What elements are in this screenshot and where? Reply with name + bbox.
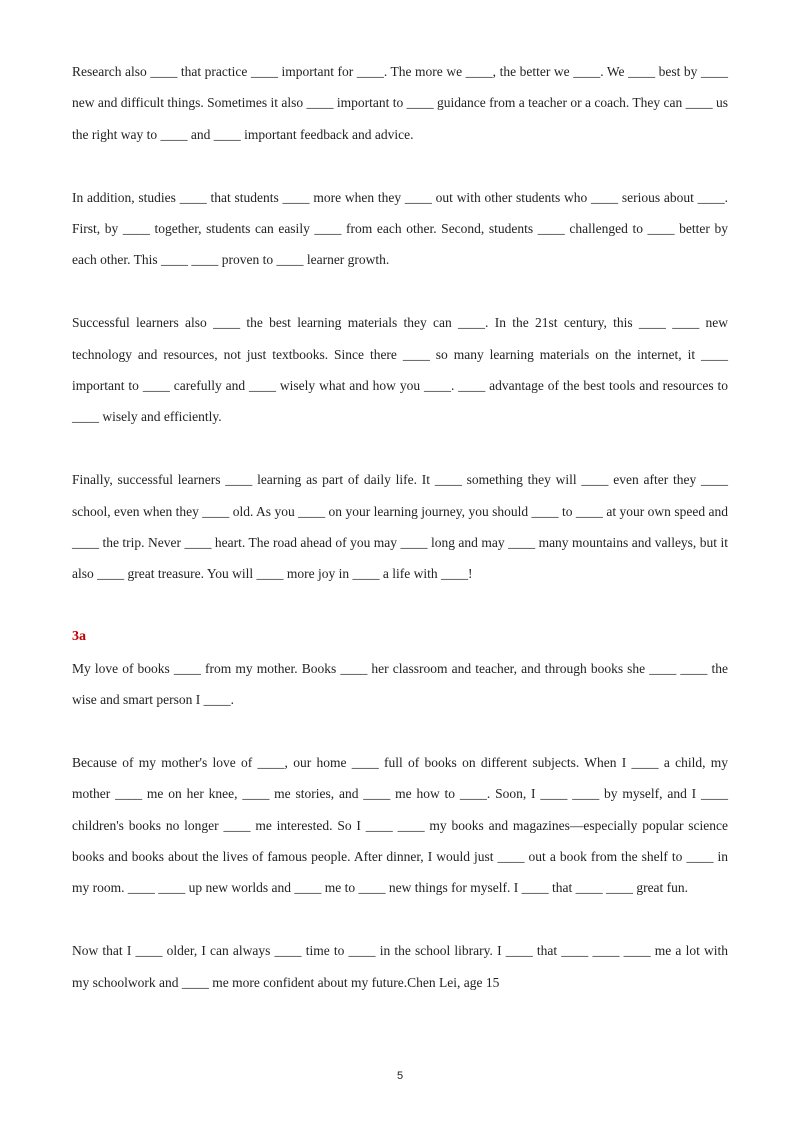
paragraph-finally: Finally, successful learners ____ learning as part of daily life. It ____ something they will ____ even after they ____ school, even when they ____ old. As you ____ on your learning journey, you should ____ to ____ at your own speed and ____ the trip. Never ____ heart. The road ahead of you may ____ long and may ____ many mountains and valleys, but it also ____ great treasure. You will ____ more joy in ____ a life with ____! xyxy=(72,472,728,582)
paragraph-studies: In addition, studies ____ that students ____ more when they ____ out with other students who ____ serious about ____. First, by ____ together, students can easily ____ from each other. Second, students ____ challenged to ____ better by each other. This ____ ____ proven to ____ learner growth. xyxy=(72,189,728,268)
paragraph-materials: Successful learners also ____ the best learning materials they can ____. In the 21st century, this ____ ____ new technology and resources, not just textbooks. Since there ____ so many learning materials on the internet, it ____ important to ____ carefully and ____ wisely what and how you ____. ____ advantage of the best tools and resources to ____ wisely and efficiently. xyxy=(72,315,728,425)
paragraph-spacer xyxy=(72,590,728,621)
paragraph-love-of-books: My love of books ____ from my mother. Books ____ her classroom and teacher, and through books she ____ ____ the wise and smart person I ____. xyxy=(72,660,728,708)
paragraph-spacer xyxy=(72,433,728,464)
document-body xyxy=(72,56,728,998)
paragraph-spacer xyxy=(72,150,728,181)
paragraph-mothers-love: Because of my mother's love of ____, our home ____ full of books on different subjects. When I ____ a child, my mother ____ me on her knee, ____ me stories, and ____ me how to ____. Soon, I ____ ____ by myself, and I ____ children's books no longer ____ me interested. So I ____ ____ my books and magazines—especially popular science books and books about the lives of famous people. After dinner, I would just ____ out a book from the shelf to ____ in my room. ____ ____ up new worlds and ____ me to ____ new things for myself. I ____ that ____ ____ great fun. xyxy=(72,754,728,896)
paragraph-spacer xyxy=(72,276,728,307)
paragraph-research: Research also ____ that practice ____ important for ____. The more we ____, the better we ____. We ____ best by ____ new and difficult things. Sometimes it also ____ important to ____ guidance from a teacher or a coach. They can ____ us the right way to ____ and ____ important feedback and advice. xyxy=(72,64,728,142)
paragraph-spacer xyxy=(72,904,728,935)
section-heading-3a: 3a xyxy=(72,629,86,645)
paragraph-spacer xyxy=(72,715,728,746)
page-number: 5 xyxy=(396,1070,404,1082)
paragraph-now-older: Now that I ____ older, I can always ____ time to ____ in the school library. I ____ that ____ ____ ____ me a lot with my schoolwork and ____ me more confident about my future.Chen Lei, age 15 xyxy=(72,943,728,990)
